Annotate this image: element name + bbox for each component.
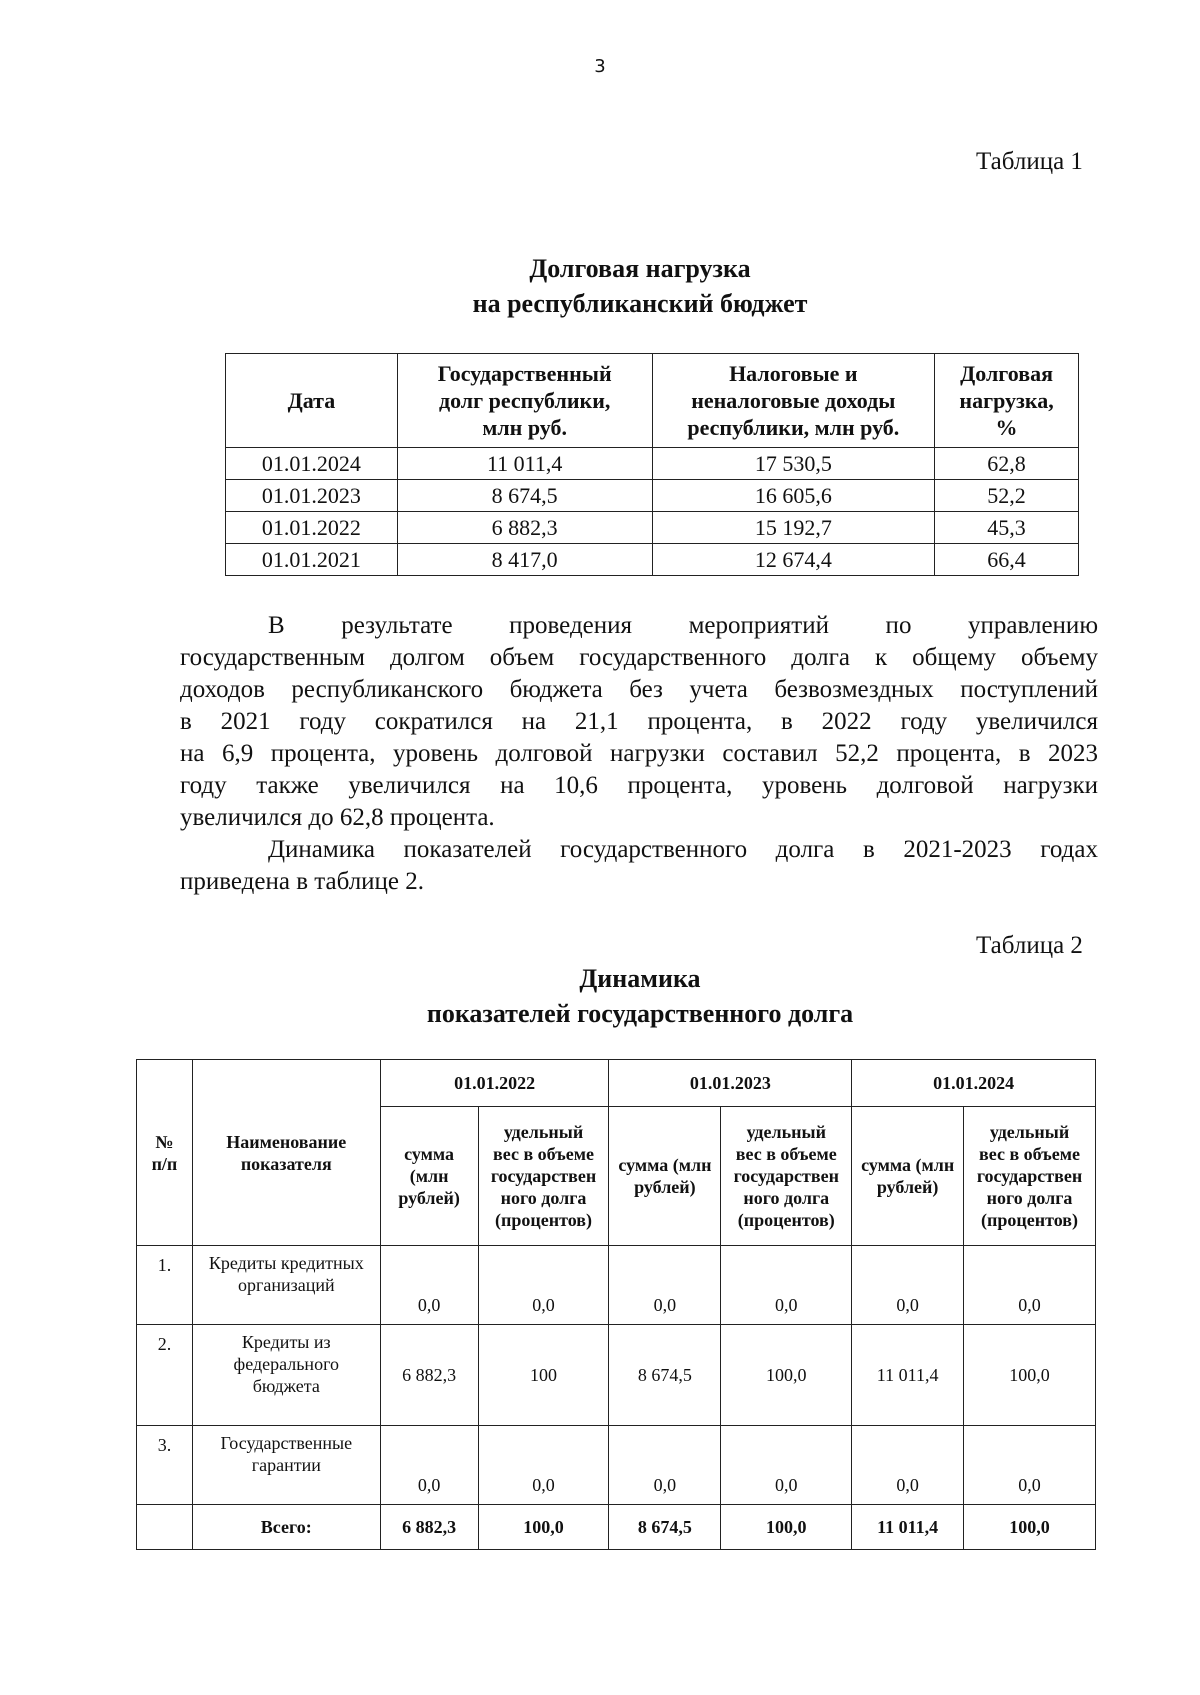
cell-value: 0,0 (478, 1246, 609, 1325)
table1-title-line1: Долговая нагрузка (529, 254, 751, 283)
table-total-row (137, 1505, 1096, 1550)
header-line: Долговая (960, 361, 1053, 386)
header-line: неналоговые доходы (691, 388, 896, 413)
table2-title-line2: показателей государственного долга (426, 999, 854, 1028)
header-line: сумма (млн (861, 1155, 955, 1175)
table-row (137, 1426, 1096, 1505)
header-line: вес в объеме (493, 1144, 594, 1164)
header-line: ного долга (986, 1188, 1073, 1208)
table1-title (0, 251, 1200, 321)
header-line: млн руб. (482, 415, 568, 440)
header-line: п/п (151, 1153, 178, 1174)
cell-debt: 11 011,4 (397, 448, 652, 480)
cell-value: 0,0 (609, 1426, 721, 1505)
header-line: % (995, 415, 1018, 440)
cell-value: 0,0 (964, 1426, 1096, 1505)
header-line: № (155, 1131, 174, 1152)
table1-label: Таблица 1 (976, 148, 1083, 175)
table2-header-share (478, 1107, 609, 1246)
table-row (226, 512, 1079, 544)
paragraph-line: в 2021 году сократился на 21,1 процента, в 2022 году увеличился (180, 708, 1098, 735)
cell-income: 12 674,4 (652, 544, 935, 576)
name-line: гарантии (251, 1455, 321, 1475)
header-line: долг республики, (438, 388, 611, 413)
table2-header-date: 01.01.2024 (852, 1060, 1096, 1107)
table2-header-num (137, 1060, 193, 1246)
cell-income: 17 530,5 (652, 448, 935, 480)
cell-date: 01.01.2023 (226, 480, 398, 512)
header-line: (процентов) (495, 1210, 592, 1230)
header-line: сумма (404, 1144, 455, 1164)
table-row (226, 448, 1079, 480)
cell-value: 100,0 (721, 1505, 852, 1550)
paragraph-debt-dynamics (180, 610, 1098, 834)
table2-title-line1: Динамика (579, 964, 701, 993)
cell-load: 45,3 (935, 512, 1079, 544)
table2-header-sum (852, 1107, 964, 1246)
cell-debt: 6 882,3 (397, 512, 652, 544)
cell-load: 62,8 (935, 448, 1079, 480)
table2-header-date: 01.01.2022 (380, 1060, 609, 1107)
header-line: (млн (409, 1166, 449, 1186)
cell-num: 3. (137, 1426, 193, 1505)
cell-value: 8 674,5 (609, 1325, 721, 1426)
paragraph-table-ref (180, 834, 1098, 898)
header-line: государствен (490, 1166, 597, 1186)
cell-load: 52,2 (935, 480, 1079, 512)
cell-income: 16 605,6 (652, 480, 935, 512)
cell-value: 0,0 (721, 1426, 852, 1505)
header-line: вес в объеме (735, 1144, 837, 1164)
cell-value: 0,0 (478, 1426, 609, 1505)
paragraph-line: государственным долгом объем государственного долга к общему объему (180, 644, 1098, 671)
cell-value: 100,0 (964, 1505, 1096, 1550)
header-line: показателя (240, 1153, 332, 1174)
table-row (226, 544, 1079, 576)
cell-value: 100,0 (478, 1505, 609, 1550)
cell-value: 100 (478, 1325, 609, 1426)
header-line: рублей) (634, 1177, 696, 1197)
table2-header-row (137, 1060, 1096, 1107)
cell-value: 0,0 (964, 1246, 1096, 1325)
header-line: нагрузка, (959, 388, 1054, 413)
paragraph-line: на 6,9 процента, уровень долговой нагрузки составил 52,2 процента, в 2023 (180, 740, 1098, 767)
debt-load-table (225, 353, 1079, 576)
cell-value: 6 882,3 (380, 1505, 478, 1550)
name-line: Кредиты кредитных (208, 1253, 364, 1273)
table1-header-debt (397, 354, 652, 448)
header-line: рублей) (876, 1177, 939, 1197)
cell-num (137, 1505, 193, 1550)
cell-date: 01.01.2022 (226, 512, 398, 544)
paragraph-line: доходов республиканского бюджета без учета безвозмездных поступлений (180, 676, 1098, 703)
cell-name (192, 1246, 380, 1325)
cell-value: 0,0 (852, 1426, 964, 1505)
header-line: ного долга (500, 1188, 587, 1208)
table1-title-line2: на республиканский бюджет (472, 289, 808, 318)
table2-header-date: 01.01.2023 (609, 1060, 852, 1107)
table2-header-name (192, 1060, 380, 1246)
total-label: Всего: (192, 1505, 380, 1550)
table-row (226, 480, 1079, 512)
table1-header-load (935, 354, 1079, 448)
table-row (137, 1325, 1096, 1426)
paragraph-line: Динамика показателей государственного долга в 2021-2023 годах (268, 836, 1098, 863)
name-line: организаций (237, 1275, 335, 1295)
header-line: государствен (976, 1166, 1083, 1186)
cell-value: 0,0 (852, 1246, 964, 1325)
header-line: вес в объеме (979, 1144, 1080, 1164)
header-line: Налоговые и (729, 361, 858, 386)
cell-num: 2. (137, 1325, 193, 1426)
header-line: ного долга (743, 1188, 830, 1208)
header-line: республики, млн руб. (687, 415, 900, 440)
cell-date: 01.01.2021 (226, 544, 398, 576)
debt-dynamics-table (136, 1059, 1096, 1550)
cell-value: 0,0 (721, 1246, 852, 1325)
header-line: государствен (733, 1166, 839, 1186)
cell-value: 100,0 (964, 1325, 1096, 1426)
header-line: (процентов) (737, 1210, 835, 1230)
name-line: Государственные (220, 1433, 353, 1453)
cell-num: 1. (137, 1246, 193, 1325)
cell-income: 15 192,7 (652, 512, 935, 544)
header-line: Наименование (226, 1131, 347, 1152)
table2-label: Таблица 2 (976, 932, 1083, 959)
cell-name (192, 1426, 380, 1505)
paragraph-line: году также увеличился на 10,6 процента, уровень долговой нагрузки (180, 772, 1098, 799)
table2-header-sum (609, 1107, 721, 1246)
table-row (137, 1246, 1096, 1325)
table2-header-share (721, 1107, 852, 1246)
cell-debt: 8 674,5 (397, 480, 652, 512)
header-line: удельный (989, 1122, 1070, 1142)
header-line: Государственный (437, 361, 612, 386)
header-line: (процентов) (981, 1210, 1079, 1230)
table1-header-date: Дата (226, 354, 398, 448)
cell-value: 0,0 (380, 1246, 478, 1325)
paragraph-line: увеличился до 62,8 процента. (180, 804, 495, 831)
table1-header-income (652, 354, 935, 448)
header-line: удельный (746, 1122, 826, 1142)
cell-value: 11 011,4 (852, 1505, 964, 1550)
cell-name (192, 1325, 380, 1426)
cell-value: 100,0 (721, 1325, 852, 1426)
paragraph-line: приведена в таблице 2. (180, 868, 425, 895)
header-line: удельный (503, 1122, 584, 1142)
cell-value: 11 011,4 (852, 1325, 964, 1426)
name-line: Кредиты из (241, 1332, 331, 1352)
cell-value: 6 882,3 (380, 1325, 478, 1426)
cell-value: 8 674,5 (609, 1505, 721, 1550)
table2-title (0, 961, 1200, 1031)
cell-value: 0,0 (380, 1426, 478, 1505)
header-line: сумма (млн (618, 1155, 712, 1175)
header-line: рублей) (398, 1188, 460, 1208)
table2-header-share (964, 1107, 1096, 1246)
name-line: бюджета (252, 1376, 320, 1396)
paragraph-line: В результате проведения мероприятий по управлению (268, 612, 1098, 639)
name-line: федерального (233, 1354, 339, 1374)
cell-date: 01.01.2024 (226, 448, 398, 480)
cell-value: 0,0 (609, 1246, 721, 1325)
cell-load: 66,4 (935, 544, 1079, 576)
cell-debt: 8 417,0 (397, 544, 652, 576)
table1-header-row (226, 354, 1079, 448)
table2-header-sum (380, 1107, 478, 1246)
page-number: 3 (594, 56, 606, 77)
